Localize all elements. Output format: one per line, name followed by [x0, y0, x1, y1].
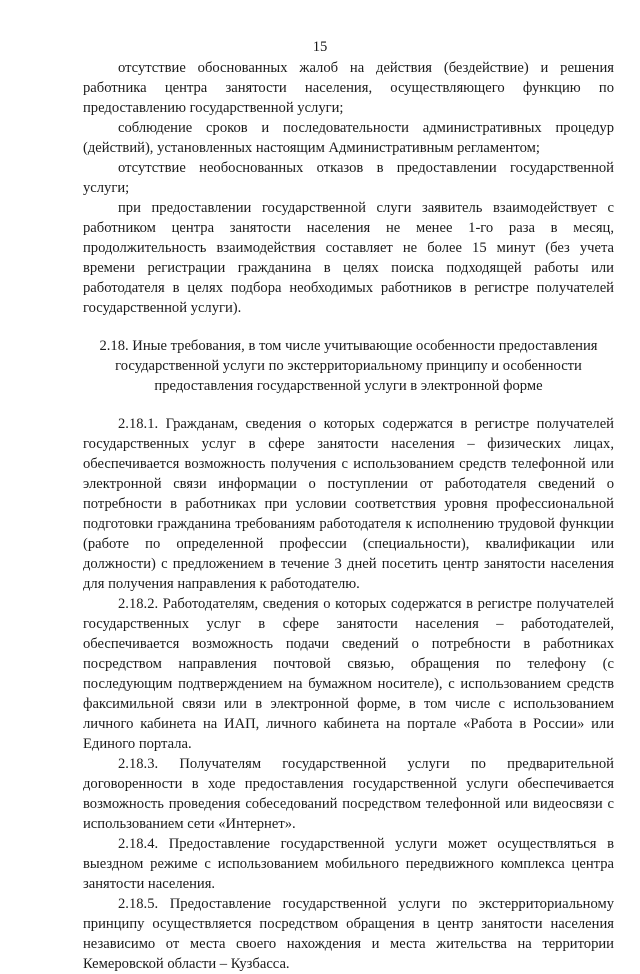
- paragraph-complaints: отсутствие обоснованных жалоб на действия (бездействие) и решения работника центра занятости населения, осуществляющего функцию по предоставлению государственной услуги;: [83, 60, 614, 116]
- section-heading-line: государственной услуги по экстерриториальному принципу и особенности: [115, 358, 582, 374]
- paragraph-deadlines: соблюдение сроков и последовательности административных процедур (действий), установленных настоящим Административным регламентом;: [83, 120, 614, 156]
- paragraph-2-18-3: 2.18.3. Получателям государственной услуги по предварительной договоренности в ходе предоставления государственной услуги обеспечивается возможность проведения собеседований посредством телефонной или видеосвязи с использованием сети «Интернет».: [83, 756, 614, 832]
- section-heading: [83, 336, 614, 396]
- paragraph-2-18-1: 2.18.1. Гражданам, сведения о которых содержатся в регистре получателей государственных услуг в сфере занятости населения – физических лицах, обеспечивается возможность получения с использованием средств телефонной или электронной связи информации о поступлении от работодателя сведений о потребности в работниках при условии соответствия уровня профессиональной подготовки гражданина требованиям работодателя к исполнению трудовой функции (работе по определенной профессии (специальности), квалификации или должности) с предложением в течение 3 дней посетить центр занятости населения для получения направления к работодателю.: [83, 416, 614, 592]
- paragraph-2-18-2: 2.18.2. Работодателям, сведения о которых содержатся в регистре получателей государственных услуг в сфере занятости населения – работодателей, обеспечивается возможность подачи сведений о потребности в работниках посредством направления почтовой связью, обращения по телефону (с последующим подтверждением на бумажном носителе), с использованием средств факсимильной связи или в электронной форме, в том числе с использованием личного кабинета на ИАП, личного кабинета на портале «Работа в России» или Единого портала.: [83, 596, 614, 752]
- paragraph-interaction: при предоставлении государственной слуги заявитель взаимодействует с работником центра занятости населения не менее 1-го раза в месяц, продолжительность взаимодействия составляет не более 15 минут (без учета времени регистрации гражданина в целях поиска подходящей работы или работодателя в целях подбора необходимых работников в регистре получателей государственной услуги).: [83, 200, 614, 316]
- paragraph-refusals: отсутствие необоснованных отказов в предоставлении государственной услуги;: [83, 160, 614, 196]
- section-heading-line: 2.18. Иные требования, в том числе учитывающие особенности предоставления: [99, 338, 598, 354]
- document-body: [83, 58, 614, 974]
- paragraph-2-18-4: 2.18.4. Предоставление государственной услуги может осуществляться в выездном режиме с использованием мобильного передвижного комплекса центра занятости населения.: [83, 836, 614, 892]
- paragraph-2-18-5: 2.18.5. Предоставление государственной услуги по экстерриториальному принципу осуществляется посредством обращения в центр занятости населения независимо от места своего нахождения и места жительства на территории Кемеровской области – Кузбасса.: [83, 896, 614, 972]
- page-number: 15: [312, 39, 328, 55]
- section-heading-line: предоставления государственной услуги в электронной форме: [154, 378, 543, 394]
